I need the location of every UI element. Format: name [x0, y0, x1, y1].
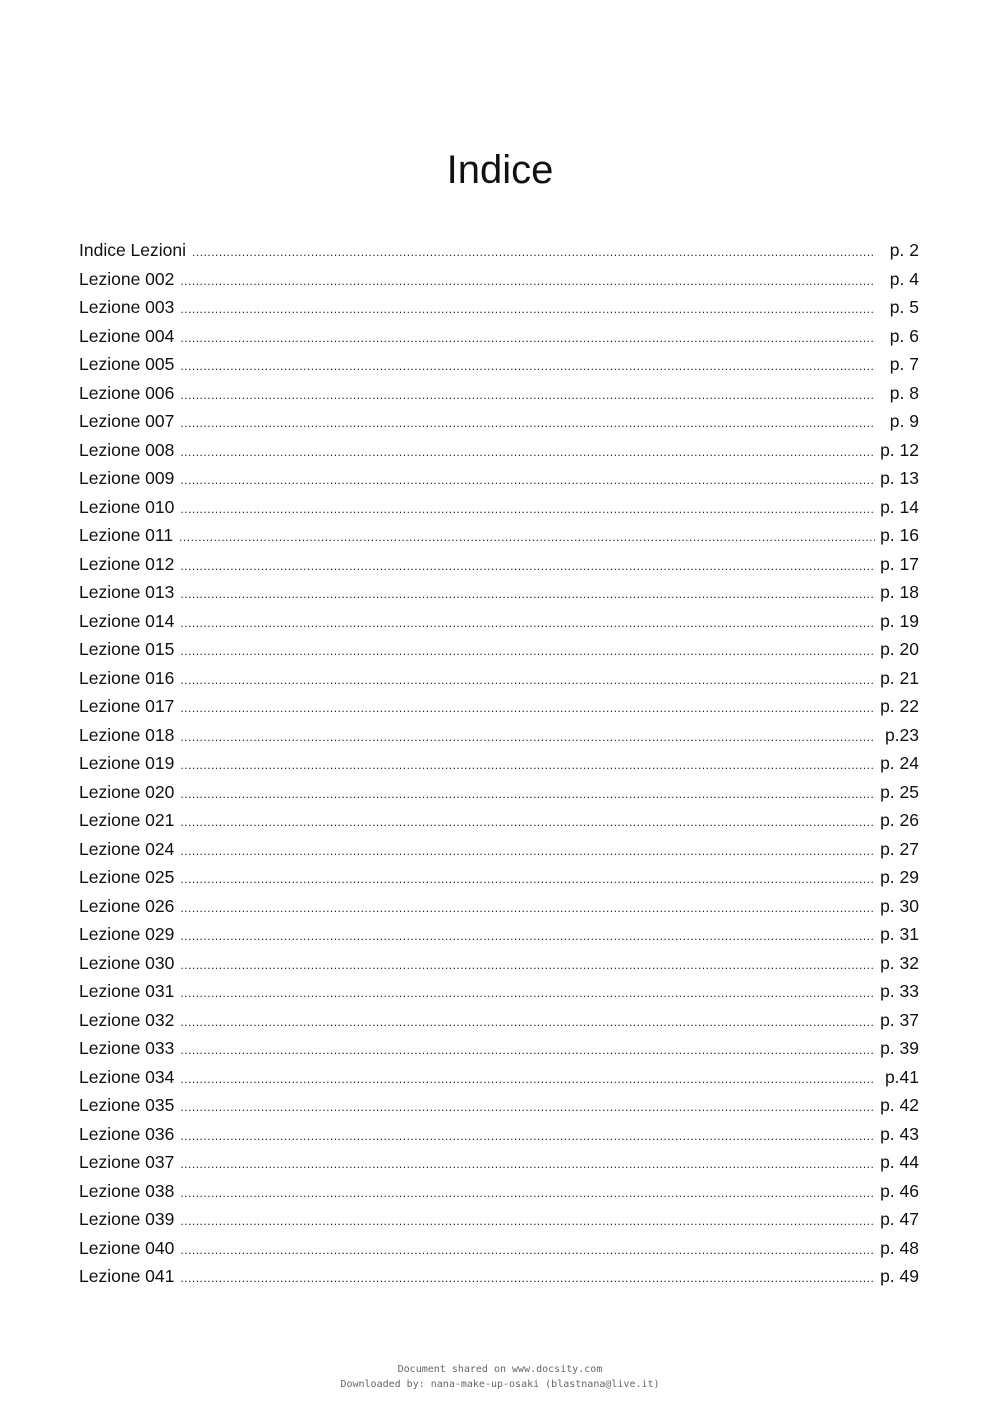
toc-entry-page: p. 27: [880, 838, 919, 859]
toc-entry-label: Lezione 031: [79, 981, 175, 1001]
toc-entry-label: Lezione 010: [79, 496, 175, 517]
toc-entry-label: Lezione 038: [79, 1180, 175, 1201]
toc-entry-label: Lezione 013: [79, 582, 175, 602]
toc-entry-label: Lezione 021: [79, 810, 175, 830]
toc-entry-page: p. 18: [880, 582, 919, 602]
dot-leader: [180, 979, 875, 1008]
toc-entry[interactable]: [79, 635, 921, 664]
toc-entry[interactable]: [79, 1262, 921, 1291]
dot-leader: [180, 609, 875, 638]
toc-entry-label: Lezione 007: [79, 411, 175, 431]
dot-leader: [180, 466, 875, 495]
toc-entry-label: Lezione 020: [79, 781, 175, 802]
toc-entry-label: Lezione 002: [79, 268, 175, 289]
toc-entry[interactable]: [79, 692, 921, 721]
toc-entry[interactable]: [79, 265, 921, 294]
toc-entry-page: p. 13: [880, 468, 919, 488]
toc-entry-page: p. 29: [880, 867, 919, 887]
toc-entry-page: p. 12: [880, 439, 919, 460]
toc-entry-page: p. 33: [880, 981, 919, 1001]
toc-entry-page: p. 32: [880, 952, 919, 973]
dot-leader: [180, 1236, 875, 1265]
toc-entry-label: Lezione 032: [79, 1009, 175, 1030]
toc-entry[interactable]: [79, 749, 921, 778]
toc-entry-label: Lezione 006: [79, 382, 175, 403]
toc-entry-page: p. 14: [880, 496, 919, 517]
toc-entry-label: Lezione 036: [79, 1123, 175, 1144]
dot-leader: [180, 837, 875, 866]
toc-entry[interactable]: [79, 920, 921, 949]
toc-entry-label: Lezione 040: [79, 1237, 175, 1258]
dot-leader: [179, 523, 875, 552]
dot-leader: [180, 352, 875, 381]
toc-entry[interactable]: [79, 236, 921, 265]
toc-entry-page: p. 42: [880, 1095, 919, 1115]
toc-entry-page: p. 43: [880, 1123, 919, 1144]
dot-leader: [180, 723, 875, 752]
dot-leader: [180, 381, 875, 410]
toc-entry-page: p. 49: [880, 1266, 919, 1286]
dot-leader: [180, 495, 875, 524]
table-of-contents: [79, 236, 921, 1291]
toc-entry-label: Lezione 034: [79, 1066, 175, 1087]
toc-entry-page: p. 26: [880, 810, 919, 830]
toc-entry-page: p. 44: [880, 1152, 919, 1172]
dot-leader: [180, 295, 875, 324]
toc-entry[interactable]: [79, 407, 921, 436]
dot-leader: [180, 780, 875, 809]
toc-entry-page: p. 48: [880, 1237, 919, 1258]
dot-leader: [180, 1036, 875, 1065]
toc-entry-label: Lezione 026: [79, 895, 175, 916]
dot-leader: [180, 894, 875, 923]
dot-leader: [180, 1093, 875, 1122]
toc-entry-label: Lezione 014: [79, 610, 175, 631]
toc-entry-label: Lezione 025: [79, 867, 175, 887]
toc-entry-label: Lezione 005: [79, 354, 175, 374]
toc-entry-page: p. 6: [889, 325, 919, 346]
dot-leader: [180, 666, 875, 695]
toc-entry-label: Lezione 029: [79, 924, 175, 944]
toc-entry-page: p. 46: [880, 1180, 919, 1201]
dot-leader: [180, 694, 875, 723]
footer: [0, 1362, 1000, 1392]
dot-leader: [180, 552, 875, 581]
toc-entry-label: Lezione 003: [79, 297, 175, 317]
toc-entry[interactable]: [79, 493, 921, 522]
toc-entry-label: Lezione 024: [79, 838, 175, 859]
toc-entry[interactable]: [79, 1234, 921, 1263]
dot-leader: [180, 1264, 875, 1293]
toc-entry-label: Lezione 033: [79, 1038, 175, 1058]
toc-entry-page: p. 9: [889, 411, 919, 431]
toc-entry-page: p. 20: [880, 639, 919, 659]
toc-entry-page: p. 5: [889, 297, 919, 317]
toc-entry-page: p. 22: [880, 696, 919, 716]
toc-entry[interactable]: [79, 1120, 921, 1149]
dot-leader: [180, 1150, 875, 1179]
toc-entry[interactable]: [79, 293, 921, 322]
dot-leader: [180, 1207, 875, 1236]
footer-shared-note: Document shared on www.docsity.com: [397, 1364, 603, 1375]
toc-entry-page: p. 30: [880, 895, 919, 916]
toc-entry-label: Lezione 041: [79, 1266, 175, 1286]
dot-leader: [180, 865, 875, 894]
toc-entry-label: Lezione 015: [79, 639, 175, 659]
toc-entry-page: p. 37: [880, 1009, 919, 1030]
dot-leader: [180, 1008, 875, 1037]
dot-leader: [180, 324, 875, 353]
dot-leader: [180, 267, 875, 296]
toc-entry[interactable]: [79, 1177, 921, 1206]
footer-download-note: Downloaded by: nana-make-up-osaki (blastnana@live.it): [340, 1379, 660, 1390]
toc-entry-page: p.41: [884, 1066, 919, 1087]
toc-entry-page: p. 7: [889, 354, 919, 374]
toc-entry-page: p. 4: [889, 268, 919, 289]
toc-entry[interactable]: [79, 322, 921, 351]
toc-entry-page: p. 24: [880, 753, 919, 773]
toc-entry-page: p. 21: [880, 667, 919, 688]
toc-entry-label: Lezione 039: [79, 1209, 175, 1229]
toc-entry[interactable]: [79, 379, 921, 408]
dot-leader: [180, 580, 875, 609]
toc-entry[interactable]: [79, 949, 921, 978]
toc-entry-label: Indice Lezioni: [79, 240, 187, 260]
toc-entry-page: p. 2: [889, 240, 919, 260]
dot-leader: [180, 409, 875, 438]
toc-entry-label: Lezione 017: [79, 696, 175, 716]
toc-entry[interactable]: [79, 578, 921, 607]
toc-entry[interactable]: [79, 664, 921, 693]
toc-entry-label: Lezione 008: [79, 439, 175, 460]
toc-entry[interactable]: [79, 1091, 921, 1120]
toc-entry-label: Lezione 004: [79, 325, 175, 346]
toc-entry-label: Lezione 016: [79, 667, 175, 688]
toc-entry[interactable]: [79, 1148, 921, 1177]
dot-leader: [180, 922, 875, 951]
dot-leader: [180, 808, 875, 837]
dot-leader: [180, 751, 875, 780]
dot-leader: [180, 1065, 875, 1094]
page-title: Indice: [446, 148, 554, 192]
toc-entry[interactable]: [79, 1006, 921, 1035]
toc-entry-page: p. 19: [880, 610, 919, 631]
toc-entry-label: Lezione 019: [79, 753, 175, 773]
toc-entry-page: p.23: [884, 724, 919, 745]
dot-leader: [192, 238, 875, 267]
toc-entry-label: Lezione 009: [79, 468, 175, 488]
toc-entry-page: p. 8: [889, 382, 919, 403]
dot-leader: [180, 1122, 875, 1151]
toc-entry[interactable]: [79, 977, 921, 1006]
toc-entry-label: Lezione 018: [79, 724, 175, 745]
dot-leader: [180, 637, 875, 666]
toc-entry-label: Lezione 035: [79, 1095, 175, 1115]
toc-entry-page: p. 16: [880, 525, 919, 545]
dot-leader: [180, 438, 875, 467]
toc-entry-label: Lezione 037: [79, 1152, 175, 1172]
toc-entry-page: p. 31: [880, 924, 919, 944]
toc-entry-page: p. 17: [880, 553, 919, 574]
toc-entry[interactable]: [79, 806, 921, 835]
toc-entry[interactable]: [79, 863, 921, 892]
toc-entry[interactable]: [79, 350, 921, 379]
dot-leader: [180, 1179, 875, 1208]
toc-entry[interactable]: [79, 835, 921, 864]
toc-entry[interactable]: [79, 721, 921, 750]
toc-entry-page: p. 47: [880, 1209, 919, 1229]
toc-entry[interactable]: [79, 521, 921, 550]
toc-entry-page: p. 25: [880, 781, 919, 802]
toc-entry[interactable]: [79, 607, 921, 636]
toc-entry-label: Lezione 030: [79, 952, 175, 973]
toc-entry[interactable]: [79, 550, 921, 579]
toc-entry[interactable]: [79, 436, 921, 465]
toc-entry-label: Lezione 011: [79, 525, 174, 545]
toc-entry[interactable]: [79, 892, 921, 921]
toc-entry[interactable]: [79, 464, 921, 493]
toc-entry[interactable]: [79, 1063, 921, 1092]
toc-entry-page: p. 39: [880, 1038, 919, 1058]
toc-entry[interactable]: [79, 778, 921, 807]
toc-entry-label: Lezione 012: [79, 553, 175, 574]
toc-entry[interactable]: [79, 1205, 921, 1234]
toc-entry[interactable]: [79, 1034, 921, 1063]
dot-leader: [180, 951, 875, 980]
